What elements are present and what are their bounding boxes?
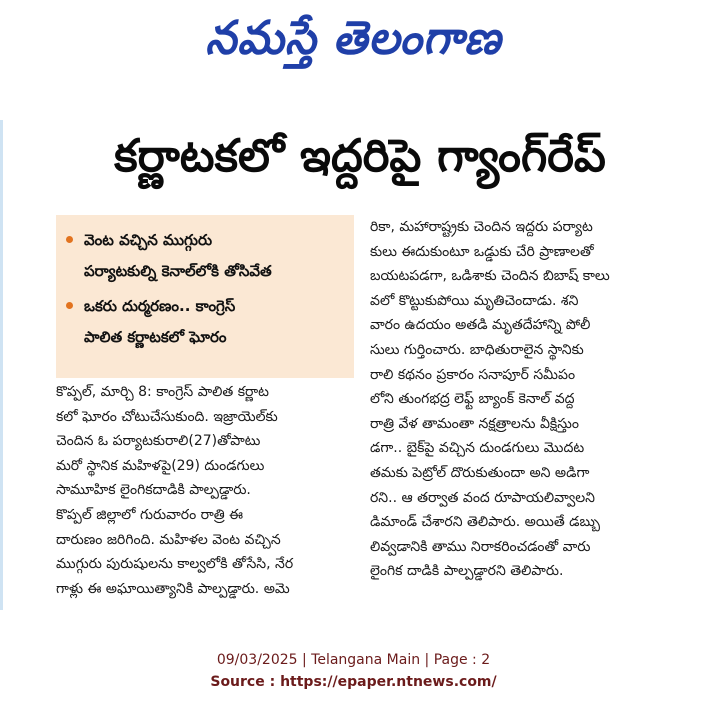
highlights-box	[56, 215, 354, 378]
body-line: గాళ్లు ఈ అఘాయిత్యానికి పాల్పడ్డారు. అమె	[56, 580, 290, 597]
body-line: కొప్పల్, మార్చి 8: కాంగ్రెస్ పాలిత కర్ణాట	[56, 384, 269, 400]
body-line: రికా, మహారాష్ట్రకు చెందిన ఇద్దరు పర్యాట	[370, 219, 593, 235]
body-line: దారుణం జరిగింది. మహిళల వెంట వచ్చిన	[56, 531, 281, 548]
masthead-logo: నమస్తే తెలంగాణ	[205, 11, 502, 66]
body-line: లైంగిక దాడికి పాల్పడ్డారని తెలిపారు.	[370, 563, 564, 580]
highlight-line: ఒకరు దుర్మరణం.. కాంగ్రెస్	[84, 297, 236, 315]
body-line: కలో ఘోరం చోటుచేసుకుంది. ఇజ్రాయెల్‌కు	[56, 408, 278, 425]
body-column-right	[370, 215, 690, 584]
body-line: లివ్వడానికి తాము నిరాకరించడంతో వారు	[370, 538, 591, 555]
body-line: వారం ఉదయం అతడి మృతదేహాన్ని పోలీ	[370, 317, 591, 334]
body-line: రాలి కథనం ప్రకారం సనాపూర్ సమీపం	[370, 366, 576, 383]
body-line: మరో స్థానిక మహిళపై(29) దుండగులు	[56, 457, 265, 474]
left-divider	[0, 120, 3, 610]
body-line: డిమాండ్ చేశారని తెలిపారు. అయితే డబ్బు	[370, 514, 601, 531]
bullet-icon	[66, 302, 73, 309]
body-line: ముగ్గురు పురుషులను కాల్వలోకి తోసేసి, నేర	[56, 556, 294, 573]
body-line: సులు గుర్తించారు. బాధితురాలైన స్థానికు	[370, 341, 584, 358]
highlight-item	[66, 225, 348, 287]
highlight-line: పాలిత కర్ణాటకలో ఘోరం	[84, 328, 227, 346]
body-line: డగా.. బైక్‌పై వచ్చిన దుండగులు మొదట	[370, 440, 585, 457]
body-column-left	[56, 380, 358, 601]
highlight-item	[66, 291, 348, 353]
body-line: వలో కొట్టుకుపోయి మృతిచెందాడు. శని	[370, 292, 579, 309]
body-line: తమకు పెట్రోల్ దొరుకుతుందా అని అడిగా	[370, 464, 590, 481]
body-line: రని.. ఆ తర్వాత వంద రూపాయలివ్వాలని	[370, 489, 596, 506]
footer-source-link[interactable]: Source : https://epaper.ntnews.com/	[210, 674, 497, 690]
body-line: లోని తుంగభద్ర లెఫ్ట్ బ్యాంక్ కెనాల్ వద్ద	[370, 391, 575, 408]
footer-meta: 09/03/2025 | Telangana Main | Page : 2	[216, 652, 491, 668]
body-line: కొప్పల్ జిల్లాలో గురువారం రాత్రి ఈ	[56, 506, 244, 523]
highlight-line: వెంట వచ్చిన ముగ్గురు	[84, 231, 213, 249]
highlight-line: పర్యాటకుల్ని కెనాల్‌లోకి తోసివేత	[84, 262, 272, 280]
page-footer	[0, 649, 707, 693]
body-line: చెందిన ఓ పర్యాటకురాలి(27)తోపాటు	[56, 433, 261, 450]
body-line: సామూహిక లైంగికదాడికి పాల్పడ్డారు.	[56, 482, 251, 499]
body-line: కులు ఈదుకుంటూ ఒడ్డుకు చేరి ప్రాణాలతో	[370, 243, 594, 260]
bullet-icon	[66, 236, 73, 243]
body-line: బయటపడగా, ఒడిశాకు చెందిన బిబాష్ కాలు	[370, 268, 610, 285]
body-line: రాత్రి వేళ తామంతా నక్షత్రాలను వీక్షిస్తుం	[370, 415, 579, 432]
article-headline: కర్ణాటకలో ఇద్దరిపై గ్యాంగ్‌రేప్	[114, 129, 606, 182]
masthead	[0, 0, 707, 78]
